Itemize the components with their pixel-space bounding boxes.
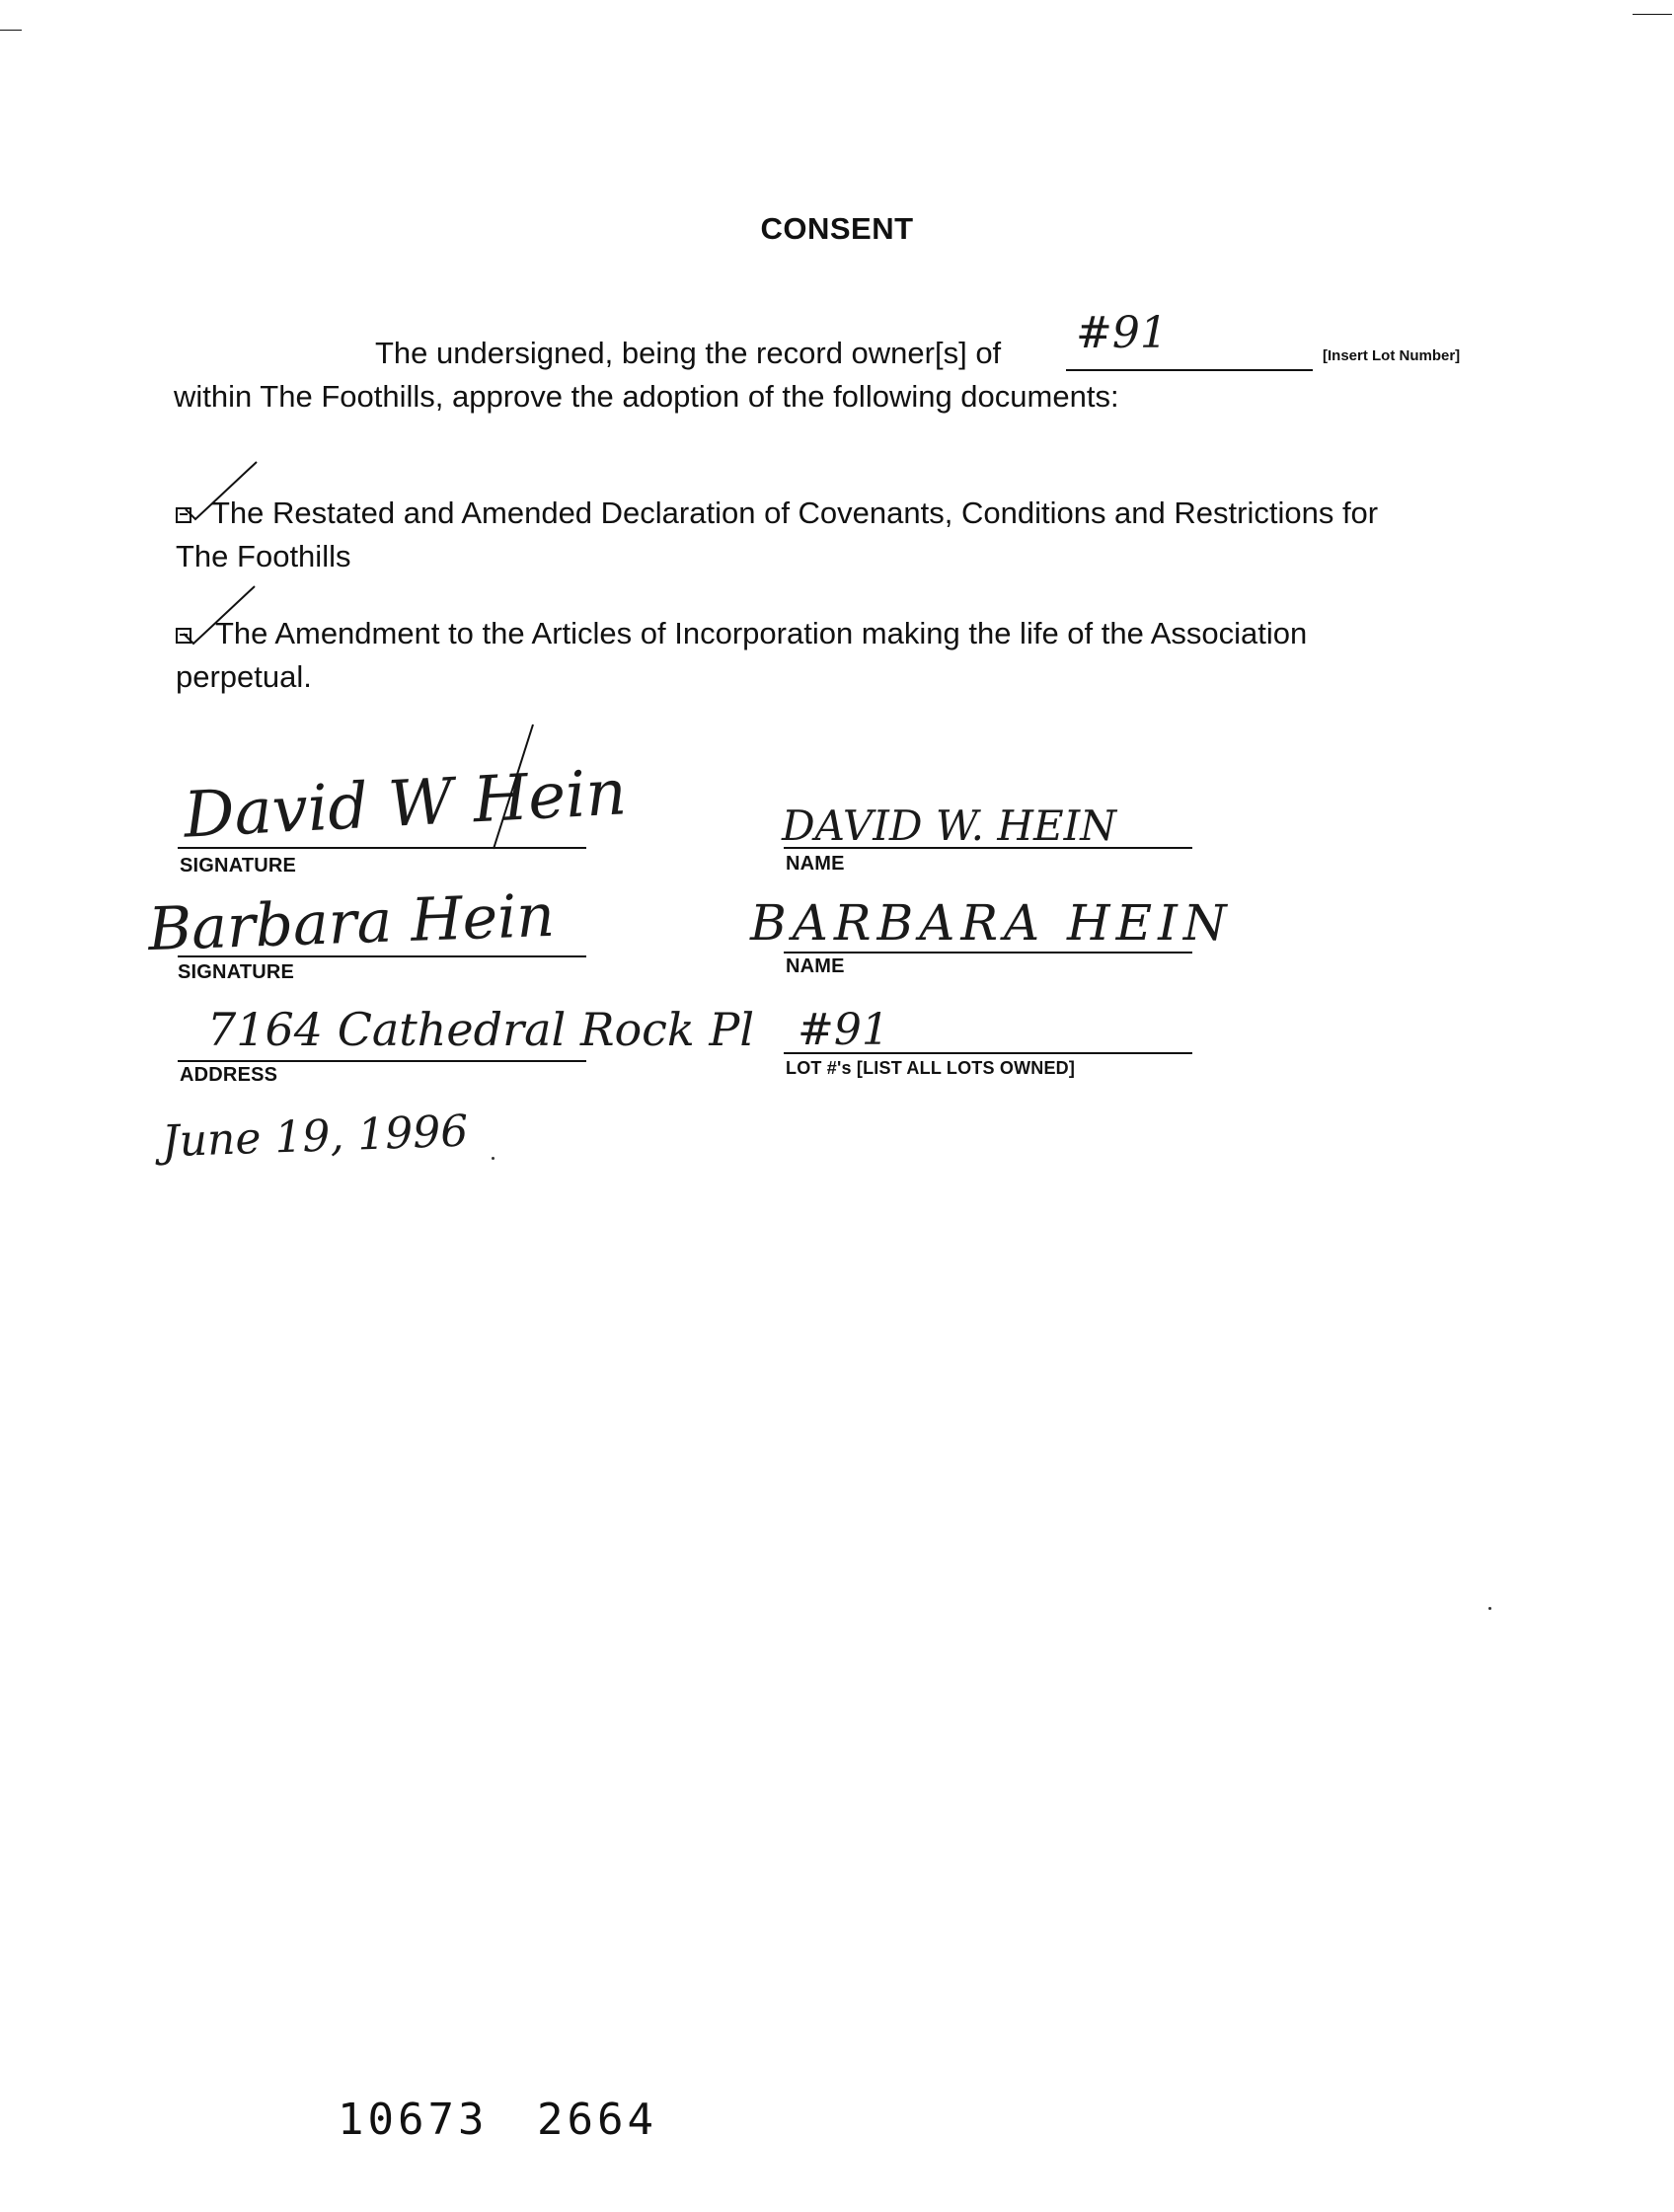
declaration-text-line-1: The Restated and Amended Declaration of Covenants, Conditions and Restrictions for [211,496,1379,530]
address-handwritten: 7164 Cathedral Rock Pl [207,1003,755,1056]
intro-line-1: The undersigned, being the record owner[s] of [375,336,1002,370]
scan-speck [492,1157,495,1160]
signature-1-line[interactable] [178,847,586,849]
name-2-handwritten: BARBARA HEIN [750,894,1233,952]
amendment-text-line-1: The Amendment to the Articles of Incorporation making the life of the Association [215,616,1308,650]
date-handwritten: June 19, 1996 [161,1106,470,1168]
amendment-text-line-2: perpetual. [176,659,312,694]
name-2-label: NAME [786,955,845,977]
address-label: ADDRESS [180,1064,278,1086]
scan-mark-left [0,30,22,31]
address-line[interactable] [178,1060,586,1062]
name-1-handwritten: DAVID W. HEIN [782,801,1117,850]
signature-2-handwritten: Barbara Hein [146,880,557,965]
recording-stamp-page: 2664 [537,2095,657,2145]
lot-number-hint: [Insert Lot Number] [1323,347,1461,364]
name-2-line[interactable] [784,952,1192,953]
name-1-line[interactable] [784,847,1192,849]
signature-1-label: SIGNATURE [180,855,297,877]
page-title: CONSENT [760,211,914,246]
signature-1-handwritten: David W Hein [182,756,629,853]
scan-mark-right [1633,14,1672,15]
scan-speck [1488,1607,1491,1610]
recording-stamp-book: 10673 [338,2095,489,2145]
signature-1-stroke-icon [434,721,543,859]
lots-label: LOT #'s [LIST ALL LOTS OWNED] [786,1058,1076,1078]
signature-2-label: SIGNATURE [178,961,295,983]
signature-2-line[interactable] [178,955,586,957]
declaration-text-line-2: The Foothills [176,539,351,573]
intro-line-2: within The Foothills, approve the adoption of the following documents: [174,379,1119,414]
lots-handwritten: #91 [798,1005,889,1055]
lot-number-underline [1066,369,1313,371]
lots-line[interactable] [784,1052,1192,1054]
name-1-label: NAME [786,853,845,875]
lot-number-handwritten: #91 [1076,308,1168,358]
